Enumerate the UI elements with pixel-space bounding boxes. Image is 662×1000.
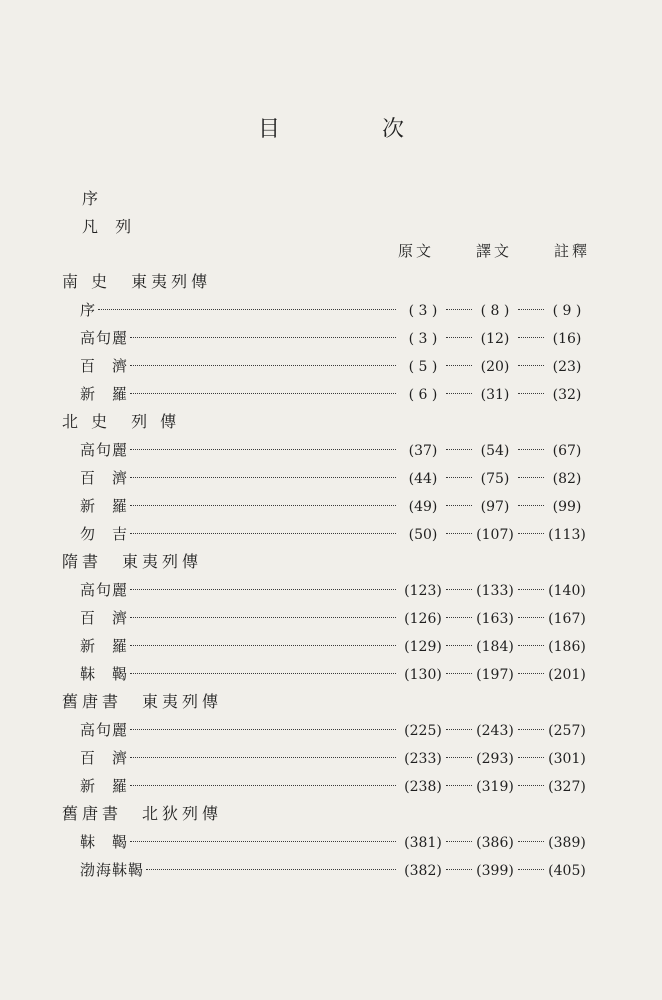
- page-original: (130): [404, 667, 442, 683]
- dot-leader: [130, 729, 396, 730]
- page-numbers: [400, 353, 590, 381]
- page-original: (129): [404, 639, 442, 655]
- page-original: (238): [404, 779, 442, 795]
- section-heading: 南 史 東夷列傳: [62, 272, 212, 291]
- dot-leader: [130, 477, 396, 478]
- dot-separator: [446, 757, 472, 758]
- page-numbers: [400, 745, 590, 773]
- page-numbers: [400, 521, 590, 549]
- page-original: (233): [404, 751, 442, 767]
- entry-name: 高句麗: [80, 721, 129, 739]
- dot-separator: [518, 785, 544, 786]
- page-numbers: [400, 297, 590, 325]
- toc-entry: [62, 772, 590, 800]
- page-translation: (31): [480, 387, 510, 403]
- page-translation: (184): [476, 639, 514, 655]
- dot-leader: [130, 617, 396, 618]
- page-annotation: (327): [548, 779, 586, 795]
- dot-separator: [446, 365, 472, 366]
- entry-name: 渤海靺鞨: [80, 861, 145, 879]
- dot-separator: [446, 337, 472, 338]
- page-translation: (107): [476, 527, 514, 543]
- page-annotation: (23): [552, 359, 582, 375]
- page-translation: (75): [480, 471, 510, 487]
- dot-separator: [518, 645, 544, 646]
- dot-leader: [130, 533, 396, 534]
- page-translation: (97): [480, 499, 510, 515]
- page-annotation: (167): [548, 611, 586, 627]
- entry-name: 高句麗: [80, 329, 129, 347]
- toc-entry: [62, 464, 590, 492]
- dot-leader: [130, 505, 396, 506]
- dot-leader: [130, 673, 396, 674]
- toc-entry: [62, 716, 590, 744]
- page-numbers: [400, 717, 590, 745]
- dot-leader: [130, 841, 396, 842]
- section-heading: 北 史 列 傳: [62, 412, 181, 431]
- dot-separator: [446, 533, 472, 534]
- dot-separator: [518, 449, 544, 450]
- dot-separator: [446, 673, 472, 674]
- toc-entry: [62, 604, 590, 632]
- dot-leader: [130, 365, 396, 366]
- dot-separator: [518, 673, 544, 674]
- page-numbers: [400, 465, 590, 493]
- toc-entry: [62, 296, 590, 324]
- entry-name: 序: [80, 301, 97, 319]
- page-annotation: (32): [552, 387, 582, 403]
- page-annotation: (140): [548, 583, 586, 599]
- page-numbers: [400, 381, 590, 409]
- page-translation: (12): [480, 331, 510, 347]
- entry-name: 高句麗: [80, 441, 129, 459]
- dot-separator: [518, 617, 544, 618]
- page-annotation: (67): [552, 443, 582, 459]
- page-numbers: [400, 857, 590, 885]
- page-translation: (163): [476, 611, 514, 627]
- entry-name: 靺 鞨: [80, 833, 129, 851]
- section-heading: 隋書 東夷列傳: [62, 552, 203, 571]
- dot-separator: [518, 869, 544, 870]
- page-original: (44): [408, 471, 438, 487]
- entry-name: 高句麗: [80, 581, 129, 599]
- dot-separator: [446, 645, 472, 646]
- column-headers: [398, 240, 590, 261]
- entry-name: 新 羅: [80, 777, 129, 795]
- dot-separator: [446, 393, 472, 394]
- dot-separator: [446, 617, 472, 618]
- entry-name: 靺 鞨: [80, 665, 129, 683]
- entry-name: 百 濟: [80, 469, 129, 487]
- toc-entry: [62, 744, 590, 772]
- page-annotation: (113): [548, 527, 586, 543]
- dot-leader: [130, 757, 396, 758]
- dot-separator: [518, 505, 544, 506]
- page-original: ( 5 ): [408, 359, 438, 375]
- page-translation: (399): [476, 863, 514, 879]
- page-translation: (20): [480, 359, 510, 375]
- page-translation: (243): [476, 723, 514, 739]
- toc-entry: [62, 632, 590, 660]
- page-original: (50): [408, 527, 438, 543]
- page-original: ( 6 ): [408, 387, 438, 403]
- dot-leader: [130, 337, 396, 338]
- dot-leader: [146, 869, 396, 870]
- page-annotation: (16): [552, 331, 582, 347]
- dot-separator: [446, 589, 472, 590]
- dot-separator: [518, 337, 544, 338]
- page-numbers: [400, 577, 590, 605]
- page-original: ( 3 ): [408, 303, 438, 319]
- toc-entry: [62, 856, 590, 884]
- dot-separator: [446, 309, 472, 310]
- dot-separator: [518, 533, 544, 534]
- dot-leader: [98, 309, 396, 310]
- page-annotation: (405): [548, 863, 586, 879]
- entry-name: 勿 吉: [80, 525, 129, 543]
- page-numbers: [400, 773, 590, 801]
- dot-separator: [518, 841, 544, 842]
- toc-entry: [62, 576, 590, 604]
- entry-name: 新 羅: [80, 637, 129, 655]
- dot-separator: [518, 757, 544, 758]
- toc-entry: [62, 520, 590, 548]
- dot-leader: [130, 645, 396, 646]
- page-original: (225): [404, 723, 442, 739]
- page-annotation: (99): [552, 499, 582, 515]
- page-numbers: [400, 493, 590, 521]
- page-translation: (386): [476, 835, 514, 851]
- page-original: (37): [408, 443, 438, 459]
- page-original: (123): [404, 583, 442, 599]
- column-header-annotation: 註釋: [553, 242, 590, 260]
- toc-entry: [62, 324, 590, 352]
- toc-entry: [62, 436, 590, 464]
- toc-preface: 序: [82, 189, 105, 208]
- page-numbers: [400, 437, 590, 465]
- dot-leader: [130, 393, 396, 394]
- page-original: (382): [404, 863, 442, 879]
- dot-separator: [446, 869, 472, 870]
- page-translation: (319): [476, 779, 514, 795]
- dot-separator: [518, 729, 544, 730]
- dot-separator: [446, 841, 472, 842]
- page-annotation: (389): [548, 835, 586, 851]
- dot-leader: [130, 785, 396, 786]
- dot-separator: [446, 477, 472, 478]
- dot-separator: [518, 477, 544, 478]
- page-translation: (293): [476, 751, 514, 767]
- page-numbers: [400, 829, 590, 857]
- page-original: (381): [404, 835, 442, 851]
- dot-separator: [518, 309, 544, 310]
- toc-entry: [62, 352, 590, 380]
- entry-name: 新 羅: [80, 385, 129, 403]
- section-heading: 舊唐書 北狄列傳: [62, 804, 223, 823]
- page-annotation: (186): [548, 639, 586, 655]
- page-translation: (54): [480, 443, 510, 459]
- dot-leader: [130, 589, 396, 590]
- page-annotation: (82): [552, 471, 582, 487]
- toc-entry: [62, 380, 590, 408]
- section-heading: 舊唐書 東夷列傳: [62, 692, 223, 711]
- dot-separator: [446, 729, 472, 730]
- entry-name: 百 濟: [80, 749, 129, 767]
- toc-entry: [62, 660, 590, 688]
- toc-list: [62, 268, 590, 884]
- page-annotation: (301): [548, 751, 586, 767]
- page-numbers: [400, 633, 590, 661]
- dot-separator: [518, 393, 544, 394]
- page-numbers: [400, 325, 590, 353]
- page-original: (49): [408, 499, 438, 515]
- dot-separator: [518, 589, 544, 590]
- dot-separator: [446, 785, 472, 786]
- entry-name: 百 濟: [80, 609, 129, 627]
- dot-separator: [446, 505, 472, 506]
- page-translation: (197): [476, 667, 514, 683]
- page-annotation: (257): [548, 723, 586, 739]
- dot-separator: [518, 365, 544, 366]
- page-title: 目 次: [257, 117, 444, 142]
- page-numbers: [400, 605, 590, 633]
- toc-notes: 凡 列: [82, 217, 138, 236]
- column-header-translation: 譯文: [475, 242, 512, 260]
- page-annotation: ( 9 ): [552, 303, 582, 319]
- page-translation: ( 8 ): [480, 303, 510, 319]
- entry-name: 百 濟: [80, 357, 129, 375]
- page-numbers: [400, 661, 590, 689]
- entry-name: 新 羅: [80, 497, 129, 515]
- column-header-original: 原文: [398, 242, 435, 260]
- toc-entry: [62, 828, 590, 856]
- dot-separator: [446, 449, 472, 450]
- page-original: ( 3 ): [408, 331, 438, 347]
- page-annotation: (201): [548, 667, 586, 683]
- page-translation: (133): [476, 583, 514, 599]
- dot-leader: [130, 449, 396, 450]
- page-original: (126): [404, 611, 442, 627]
- toc-entry: [62, 492, 590, 520]
